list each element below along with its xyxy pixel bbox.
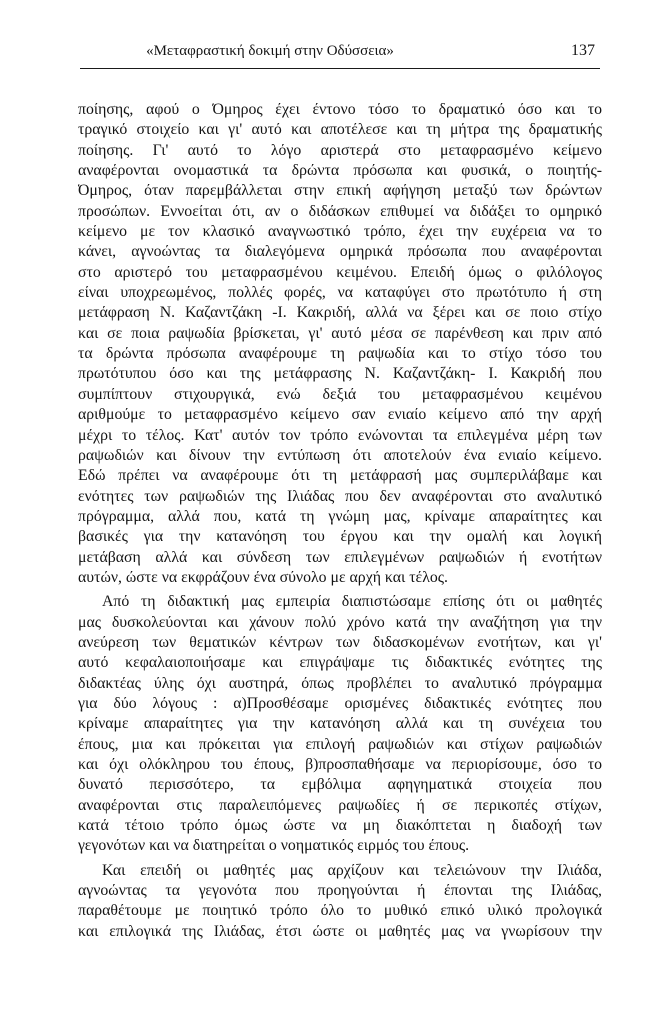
text-line: Και επειδή οι μαθητές μας αρχίζουν και τελειώνουν την Ιλιάδα,	[102, 861, 602, 879]
text-line: μας δυσκολεύονται και χάνουν πολύ χρόνο κατά την αναζήτηση για την	[78, 613, 602, 631]
text-line: είναι υποχρεωμένος, πολλές φορές, να καταφύγει στο πρωτότυπο ή στη	[78, 284, 602, 302]
text-line: αναφέρονται ονομαστικά τα δρώντα πρόσωπα και φυσικά, ο ποιητής-	[78, 162, 602, 180]
text-line: έπους, μια και πρόκειται για επιλογή ραψωδιών και στίχων ραψωδιών	[78, 735, 602, 753]
text-line: Εδώ πρέπει να αναφέρουμε ότι τη μετάφρασή μας συμπεριλάβαμε και	[78, 467, 602, 485]
text-line: κάνει, αγνοώντας τα διαλεγόμενα ομηρικά πρόσωπα που αναφέρονται	[78, 243, 602, 261]
text-line: ενότητες των ραψωδιών της Ιλιάδας που δεν αναφέρονται στο αναλυτικό	[78, 487, 602, 505]
text-line: τα δρώντα πρόσωπα αναφέρουμε τη ραψωδία και το στίχο τόσο του	[78, 345, 602, 363]
text-line: δυνατό περισσότερο, τα εμβόλιμα αφηγηματικά στοιχεία που	[78, 776, 602, 794]
text-line: αυτών, ώστε να εκφράζουν ένα σύνολο με αρχή και τέλος.	[78, 568, 448, 586]
text-line: μετάφραση Ν. Καζαντζάκη -Ι. Κακριδή, αλλά να ξέρει και σε ποιο στίχο	[78, 304, 602, 322]
text-line: μέχρι το τέλος. Κατ' αυτόν τον τρόπο ενώνονται τα επιλεγμένα μέρη των	[78, 426, 602, 444]
text-line: και επιλογικά της Ιλιάδας, έτσι ώστε οι μαθητές μας να γνωρίσουν την	[78, 922, 602, 940]
text-line: παραθέτουμε με ποιητικό τρόπο όλο το μυθικό επικό υλικό προλογικά	[78, 902, 602, 920]
text-line: στο αριστερό του μεταφρασμένου κειμένου. Επειδή όμως ο φιλόλογος	[78, 263, 602, 281]
text-line: και όχι ολόκληρου του έπους, β)προσπαθήσαμε να περιορίσουμε, όσο το	[78, 756, 602, 773]
paragraph	[78, 592, 602, 856]
header-rule	[80, 68, 600, 69]
text-line: Όμηρος, όταν παρεμβάλλεται στην επική αφήγηση μεταξύ των δρώντων	[78, 182, 602, 200]
text-line: ποίησης. Γι' αυτό το λόγο αριστερά στο μεταφρασμένο κείμενο	[78, 141, 602, 159]
text-line: κρίναμε απαραίτητες για την κατανόηση αλλά και τη συνέχεια του	[78, 715, 602, 733]
page-number: 137	[571, 42, 595, 59]
text-line: Από τη διδακτική μας εμπειρία διαπιστώσαμε επίσης ότι οι μαθητές	[102, 593, 602, 611]
text-line: και σε ποια ραψωδία βρίσκεται, γι' αυτό μέσα σε παρένθεση και πριν από	[78, 324, 602, 342]
body-text	[78, 100, 602, 942]
text-line: για δύο λόγους : α)Προσθέσαμε ορισμένες διδακτικές ενότητες που	[78, 694, 602, 712]
text-line: ανεύρεση των θεματικών κέντρων των διδασκομένων ενοτήτων, και γι'	[78, 633, 602, 651]
text-line: μετάβαση αλλά και σύνδεση των επιλεγμένων ραψωδιών ή ενοτήτων	[78, 548, 602, 566]
text-line: τραγικό στοιχείο και γι' αυτό και αποτέλεσε και τη μήτρα της δραματικής	[78, 121, 602, 139]
text-line: ραψωδιών και δίνουν την εντύπωση ότι αποτελούν ένα ενιαίο κείμενο.	[78, 446, 602, 464]
text-line: γεγονότων και να διατηρείται ο νοηματικός ειρμός του έπους.	[78, 837, 470, 855]
text-line: κείμενο με τον κλασικό αναγνωστικό τρόπο, έχει την ευχέρεια να το	[78, 223, 602, 241]
text-line: διδακτέας ύλης όχι αυστηρά, όπως προβλέπει το αναλυτικό πρόγραμμα	[78, 674, 602, 692]
text-line: πρωτότυπου όσο και της μετάφρασης Ν. Καζαντζάκη- Ι. Κακριδή που	[78, 365, 602, 383]
paragraph	[78, 861, 602, 942]
text-line: βασικές για την κατανόηση του έργου και την ομαλή και λογική	[78, 528, 602, 546]
text-line: πρόγραμμα, αλλά που, κατά τη γνώμη μας, κρίναμε απαραίτητες και	[78, 507, 602, 525]
text-line: αναφέρονται στις παραλειπόμενες ραψωδίες ή σε περικοπές στίχων,	[78, 796, 602, 814]
text-line: ποίησης, αφού ο Όμηρος έχει έντονο τόσο το δραματικό όσο και το	[78, 101, 602, 118]
running-head-title: «Μεταφραστική δοκιμή στην Οδύσσεια»	[146, 43, 394, 59]
text-line: αριθμούμε το μεταφρασμένο κείμενο σαν ενιαίο κείμενο από την αρχή	[78, 406, 602, 424]
text-line: κατά τέτοιο τρόπο όμως ώστε να μη διακόπτεται η διαδοχή των	[78, 817, 602, 835]
text-line: προσώπων. Εννοείται ότι, αν ο διδάσκων επιθυμεί να διδάξει το ομηρικό	[78, 202, 602, 220]
text-line: αυτό κεφαλαιοποιήσαμε και επιγράψαμε τις διδακτικές ενότητες της	[78, 654, 602, 672]
text-line: αγνοώντας τα γεγονότα που προηγούνται ή έπονται της Ιλιάδας,	[78, 882, 602, 900]
paragraph	[78, 100, 602, 588]
text-line: συμπίπτουν στιχουργικά, ενώ δεξιά του μεταφρασμένου κειμένου	[78, 385, 602, 403]
